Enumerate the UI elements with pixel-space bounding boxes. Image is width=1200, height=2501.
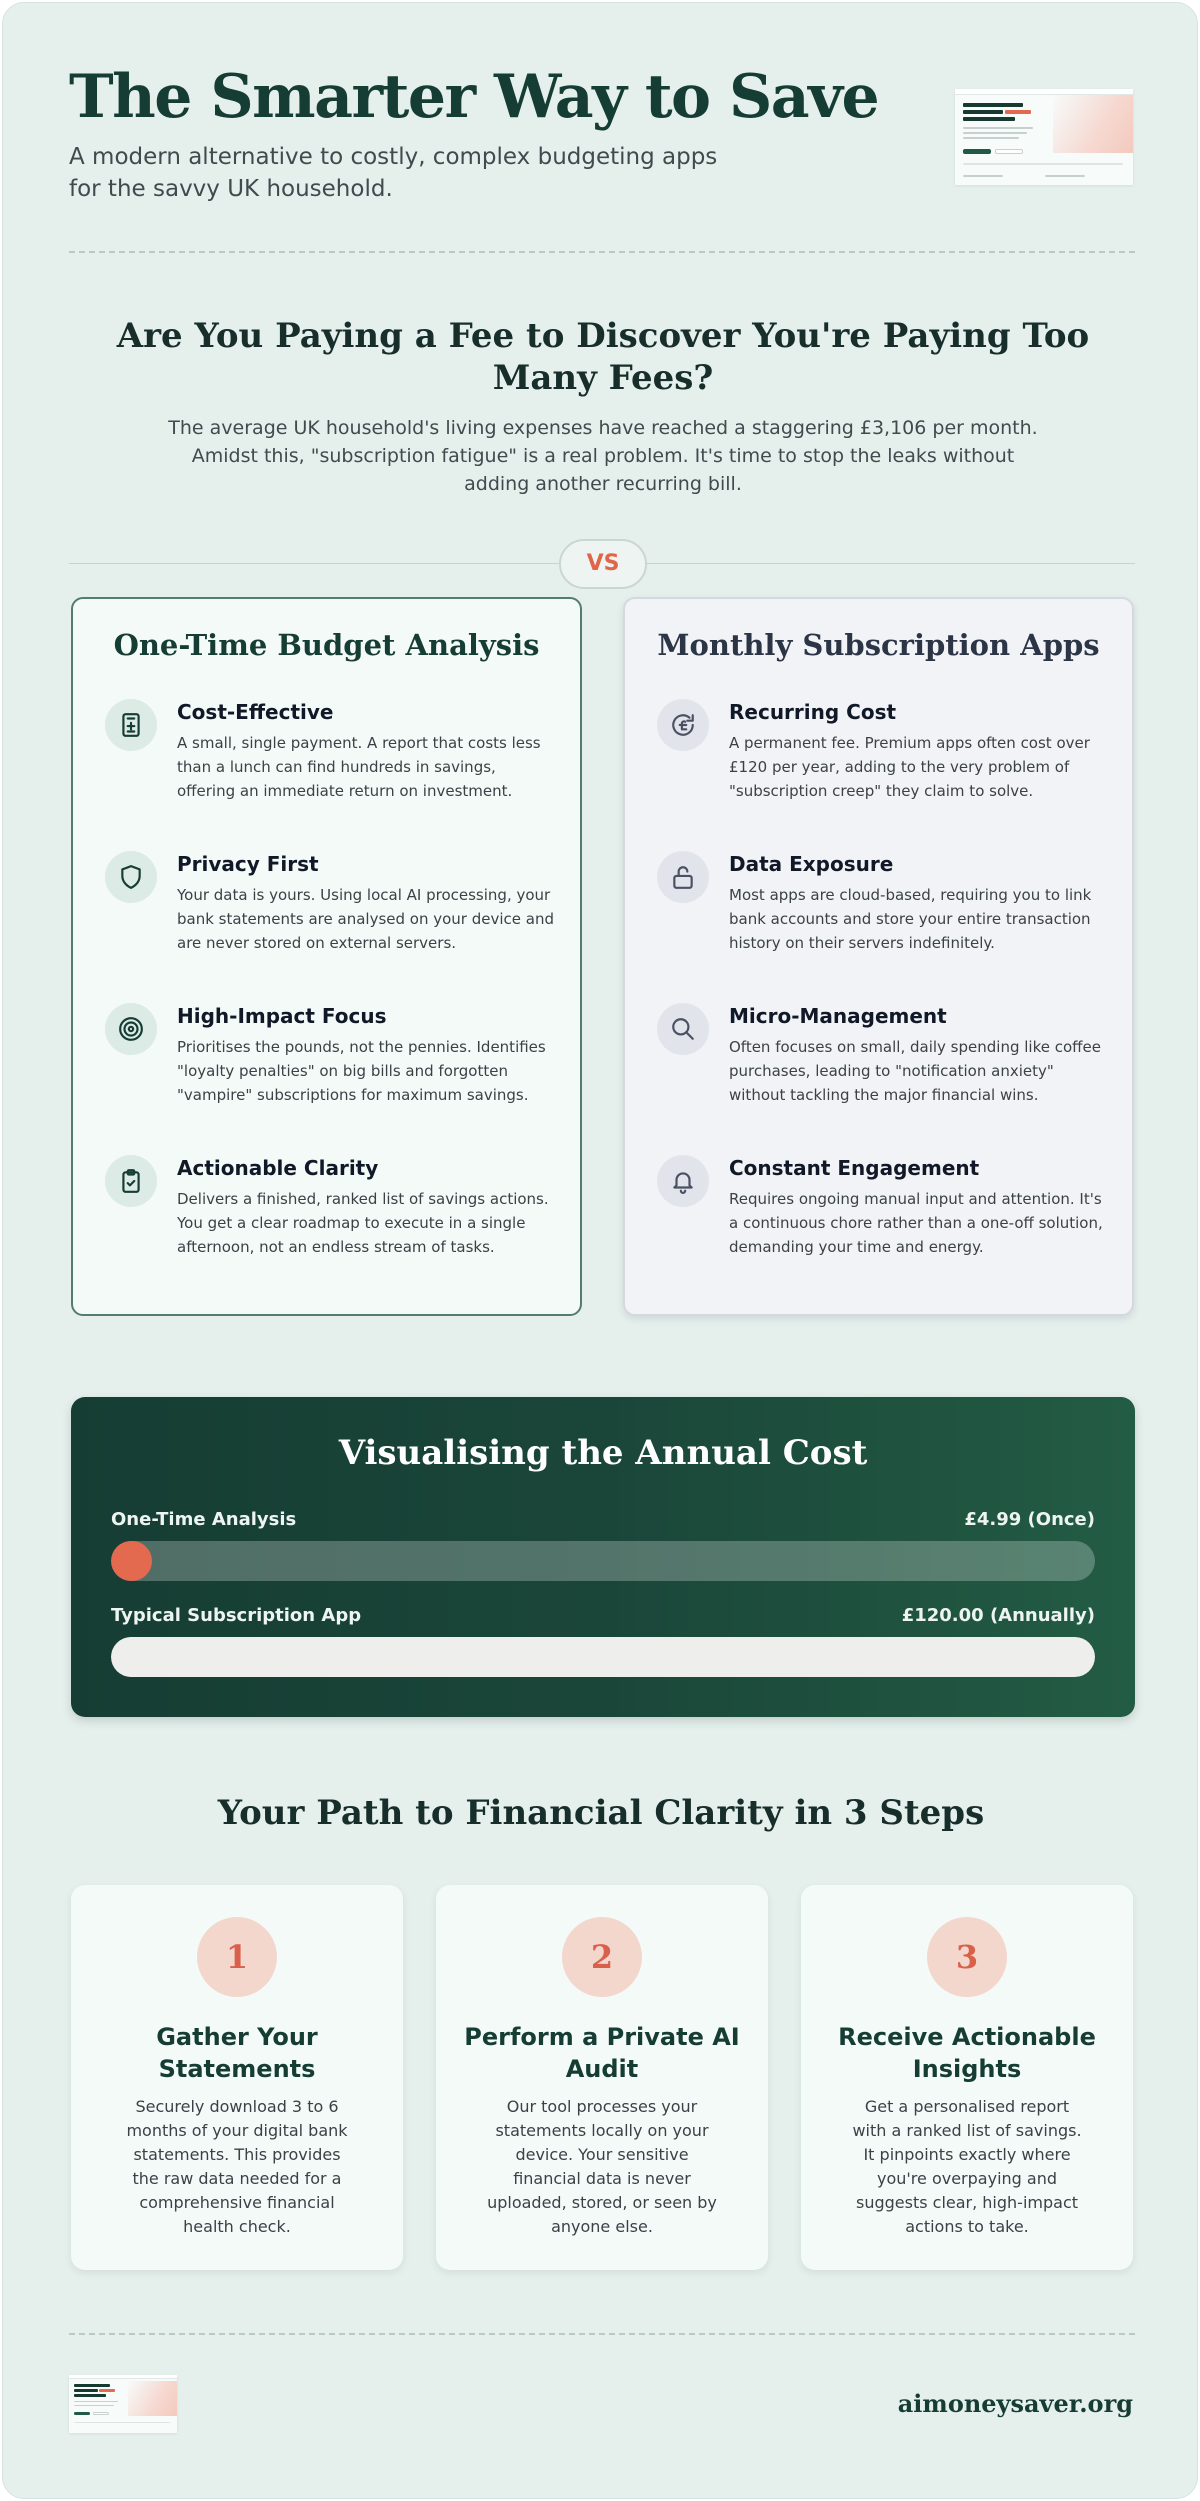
bar-label-subscription: Typical Subscription App: [111, 1605, 362, 1626]
feature-text: Your data is yours. Using local AI processing, your bank statements are analysed on your device and are never stored on external servers.: [177, 886, 554, 952]
feature-text: Most apps are cloud-based, requiring you to link bank accounts and store your entire transaction history on their servers indefinitely.: [729, 886, 1092, 952]
subscription-apps-card: [623, 597, 1134, 1316]
intro-heading: Are You Paying a Fee to Discover You're Paying Too Many Fees?: [116, 316, 1090, 398]
feature-text: A small, single payment. A report that costs less than a lunch can find hundreds in savings, offering an immediate return on investment.: [177, 734, 541, 800]
step-number-badge: 3: [927, 1917, 1007, 1997]
bar-value-subscription: £120.00 (Annually): [901, 1605, 1095, 1626]
step-title: Gather Your Statements: [156, 2023, 318, 2083]
magnifier-icon: [657, 1003, 709, 1055]
step-number-badge: 1: [197, 1917, 277, 1997]
annual-cost-panel: [71, 1397, 1135, 1717]
bar-label-one-time: One-Time Analysis: [111, 1509, 297, 1530]
feature-title: Actionable Clarity: [177, 1156, 379, 1180]
annual-cost-title: Visualising the Annual Cost: [338, 1433, 868, 1473]
feature-title: High-Impact Focus: [177, 1004, 387, 1028]
feature-text: Requires ongoing manual input and attention. It's a continuous chore rather than a one-off solution, demanding your time and energy.: [729, 1190, 1103, 1256]
steps-heading: Your Path to Financial Clarity in 3 Steps: [217, 1793, 985, 1833]
footer-divider: [69, 2333, 1135, 2335]
page-subtitle: A modern alternative to costly, complex budgeting apps for the savvy UK household.: [69, 144, 718, 202]
card-title: Monthly Subscription Apps: [657, 628, 1100, 662]
step-text: Securely download 3 to 6 months of your digital bank statements. This provides the raw data needed for a comprehensive financial health check.: [126, 2097, 348, 2236]
feature-text: Delivers a finished, ranked list of savings actions. You get a clear roadmap to execute in a single afternoon, not an endless stream of tasks.: [177, 1190, 549, 1256]
unlocked-padlock-icon: [657, 851, 709, 903]
feature-text: A permanent fee. Premium apps often cost over £120 per year, adding to the very problem of "subscription creep" they claim to solve.: [729, 734, 1090, 800]
infographic-page: [2, 2, 1198, 2499]
step-title: Perform a Private AI Audit: [464, 2023, 740, 2083]
feature-title: Cost-Effective: [177, 700, 334, 724]
footer-preview-thumbnail: [69, 2375, 177, 2433]
target-icon: [105, 1003, 157, 1055]
website-preview-thumbnail: [955, 89, 1133, 185]
one-time-analysis-card: [71, 597, 582, 1316]
bar-track-subscription: [111, 1637, 1095, 1677]
step-text: Our tool processes your statements locally on your device. Your sensitive financial data is never uploaded, stored, or seen by anyone else.: [487, 2097, 717, 2236]
feature-title: Recurring Cost: [729, 700, 897, 724]
vs-badge: VS: [559, 539, 647, 589]
feature-title: Constant Engagement: [729, 1156, 980, 1180]
recurring-coin-icon: [657, 699, 709, 751]
step-title: Receive Actionable Insights: [838, 2023, 1096, 2083]
bar-track-one-time: [111, 1541, 1095, 1581]
shield-icon: [105, 851, 157, 903]
intro-text: The average UK household's living expenses have reached a staggering £3,106 per month. Amidst this, "subscription fatigue" is a real problem. It's time to stop the leaks without adding another recurring bill.: [168, 417, 1038, 495]
card-title: One-Time Budget Analysis: [113, 628, 540, 662]
bar-fill-subscription: [111, 1637, 1095, 1677]
feature-title: Micro-Management: [729, 1004, 947, 1028]
site-url[interactable]: aimoneysaver.org: [897, 2389, 1133, 2418]
feature-text: Often focuses on small, daily spending like coffee purchases, leading to "notification anxiety" without tackling the major financial wins.: [729, 1038, 1101, 1104]
bell-icon: [657, 1155, 709, 1207]
step-number-badge: 2: [562, 1917, 642, 1997]
bar-value-one-time: £4.99 (Once): [964, 1509, 1095, 1530]
step-text: Get a personalised report with a ranked list of savings. It pinpoints exactly where you're overpaying and suggests clear, high-impact actions to take.: [852, 2097, 1082, 2236]
calculator-icon: [105, 699, 157, 751]
feature-text: Prioritises the pounds, not the pennies. Identifies "loyalty penalties" on big bills and forgotten "vampire" subscriptions for maximum savings.: [177, 1038, 546, 1104]
step-card-2: [436, 1885, 768, 2270]
step-card-3: [801, 1885, 1133, 2270]
feature-title: Privacy First: [177, 852, 319, 876]
step-card-1: [71, 1885, 403, 2270]
page-title: The Smarter Way to Save: [69, 62, 879, 132]
feature-title: Data Exposure: [729, 852, 894, 876]
section-divider: [69, 251, 1135, 253]
bar-fill-one-time: [111, 1541, 152, 1581]
clipboard-check-icon: [105, 1155, 157, 1207]
